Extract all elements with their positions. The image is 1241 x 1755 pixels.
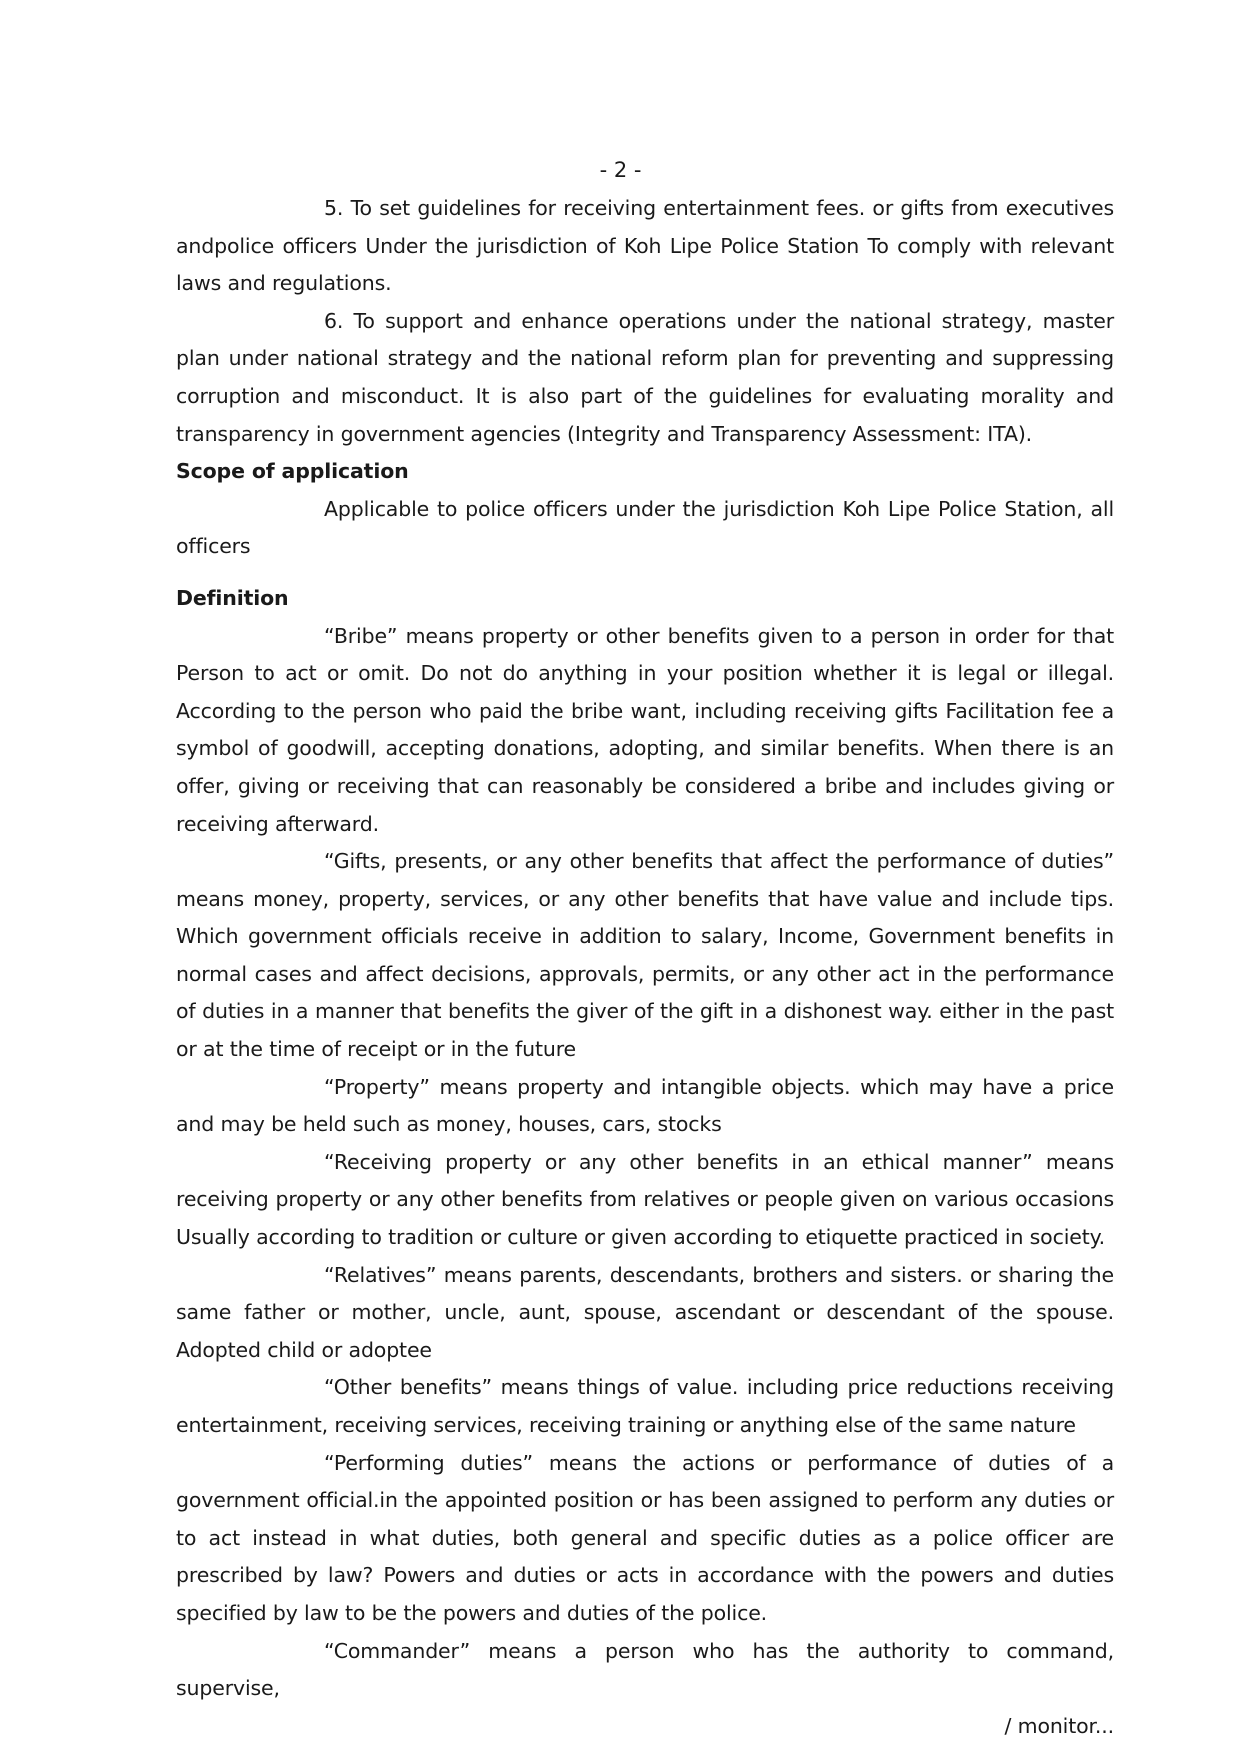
page-number: - 2 - <box>599 158 642 182</box>
scope-paragraph: Applicable to police officers under the jurisdiction Koh Lipe Police Station, all officers <box>176 496 1114 559</box>
item-6-paragraph: 6. To support and enhance operations under the national strategy, master plan under national strategy and the national reform plan for preventing and suppressing corruption and misconduct. It is also part of the guidelines for evaluating morality and transparency in government agencies (Integrity and Transparency Assessment: ITA). <box>176 308 1114 446</box>
definition-other-benefits: “Other benefits” means things of value. including price reductions receiving entertainment, receiving services, receiving training or anything else of the same nature <box>176 1375 1114 1437</box>
section-spacer <box>176 566 1114 580</box>
definition-bribe: “Bribe” means property or other benefits given to a person in order for that Person to act or omit. Do not do anything in your position whether it is legal or illegal. According to the person who paid the bribe want, including receiving gifts Facilitation fee a symbol of goodwill, accepting donations, adopting, and similar benefits. When there is an offer, giving or receiving that can reasonably be considered a bribe and includes giving or receiving afterward. <box>176 623 1114 836</box>
document-body <box>176 190 1114 1745</box>
definition-property: “Property” means property and intangible objects. which may have a price and may be held such as money, houses, cars, stocks <box>176 1074 1114 1137</box>
definition-ethical-receiving: “Receiving property or any other benefits in an ethical manner” means receiving property or any other benefits from relatives or people given on various occasions Usually according to tradition or culture or given according to etiquette practiced in society. <box>176 1149 1114 1250</box>
definition-gifts: “Gifts, presents, or any other benefits that affect the performance of duties” means money, property, services, or any other benefits that have value and include tips. Which government officials receive in addition to salary, Income, Government benefits in normal cases and affect decisions, approvals, permits, or any other act in the performance of duties in a manner that benefits the giver of the gift in a dishonest way. either in the past or at the time of receipt or in the future <box>176 849 1114 1062</box>
definition-heading: Definition <box>176 585 289 610</box>
definition-relatives: “Relatives” means parents, descendants, brothers and sisters. or sharing the same father or mother, uncle, aunt, spouse, ascendant or descendant of the spouse. Adopted child or adoptee <box>176 1262 1114 1362</box>
continuation-marker: / monitor... <box>1004 1713 1114 1738</box>
definition-performing-duties: “Performing duties” means the actions or performance of duties of a government official.in the appointed position or has been assigned to perform any duties or to act instead in what duties, both general and specific duties as a police officer are prescribed by law? Powers and duties or acts in accordance with the powers and duties specified by law to be the powers and duties of the police. <box>176 1450 1114 1625</box>
scope-heading: Scope of application <box>176 459 409 484</box>
item-5-paragraph: 5. To set guidelines for receiving entertainment fees. or gifts from executives andpolice officers Under the jurisdiction of Koh Lipe Police Station To comply with relevant laws and regulations. <box>176 196 1114 296</box>
definition-commander: “Commander” means a person who has the authority to command, supervise, <box>176 1638 1114 1701</box>
